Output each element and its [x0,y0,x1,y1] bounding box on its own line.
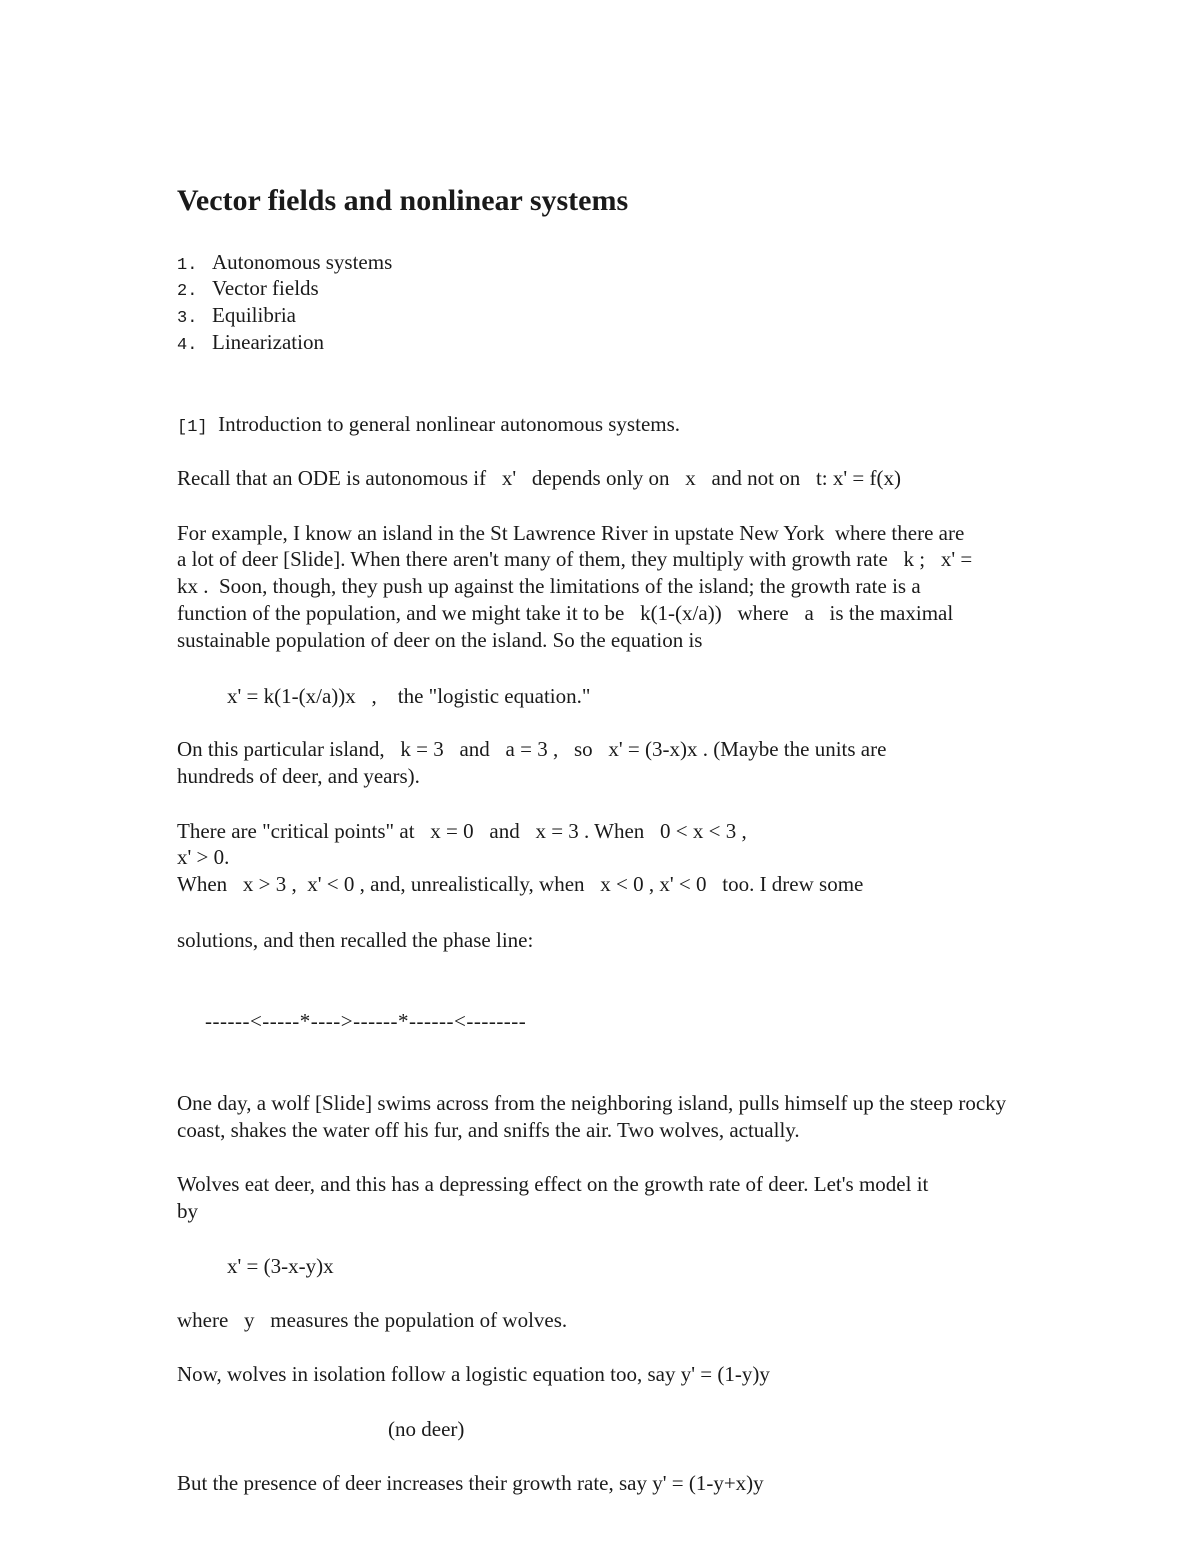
toc-number: 1. [177,256,198,275]
toc-number: 4. [177,336,198,355]
paragraph-line: One day, a wolf [Slide] swims across from the neighboring island, pulls himself up the steep rocky [177,1091,1007,1115]
toc-number: 3. [177,309,198,328]
section-heading-text: Introduction to general nonlinear autonomous systems. [218,412,681,436]
toc-label: Autonomous systems [212,250,393,274]
equation: x' = k(1-(x/a))x , the "logistic equation." [227,684,591,708]
paragraph-line: There are "critical points" at x = 0 and x = 3 . When 0 < x < 3 , [177,819,747,843]
paragraph-line: Now, wolves in isolation follow a logistic equation too, say y' = (1-y)y [177,1362,770,1386]
paragraph-line: Recall that an ODE is autonomous if x' depends only on x and not on t: x' = f(x) [177,466,901,490]
paragraph-line: function of the population, and we might take it to be k(1-(x/a)) where a is the maximal [177,601,954,625]
page-title: Vector fields and nonlinear systems [177,184,629,217]
paragraph-line: coast, shakes the water off his fur, and sniffs the air. Two wolves, actually. [177,1118,800,1142]
paragraph-line: a lot of deer [Slide]. When there aren't many of them, they multiply with growth rate k ; x' = [177,547,973,571]
toc-number: 2. [177,282,198,301]
toc-label: Vector fields [212,276,319,300]
paragraph-line: Wolves eat deer, and this has a depressing effect on the growth rate of deer. Let's model it [177,1172,929,1196]
section-heading [177,411,680,441]
toc-label: Equilibria [212,303,296,327]
toc-item [177,329,324,359]
paragraph-line: When x > 3 , x' < 0 , and, unrealistically, when x < 0 , x' < 0 too. I drew some [177,872,864,896]
toc-label: Linearization [212,330,324,354]
annotation-no-deer: (no deer) [388,1417,465,1441]
paragraph-line: For example, I know an island in the St Lawrence River in upstate New York where there are [177,521,965,545]
paragraph-line: where y measures the population of wolves. [177,1308,568,1332]
paragraph-line: x' > 0. [177,845,230,869]
toc-item [177,275,319,305]
paragraph-line: sustainable population of deer on the island. So the equation is [177,628,703,652]
section-tag: [1] [177,418,208,437]
paragraph-line: On this particular island, k = 3 and a = 3 , so x' = (3-x)x . (Maybe the units are [177,737,887,761]
paragraph-line: solutions, and then recalled the phase line: [177,928,534,952]
paragraph-line: by [177,1199,198,1223]
paragraph-line: kx . Soon, though, they push up against the limitations of the island; the growth rate is a [177,574,921,598]
toc-item [177,302,296,332]
paragraph-line: hundreds of deer, and years). [177,764,420,788]
paragraph-line: But the presence of deer increases their growth rate, say y' = (1-y+x)y [177,1471,764,1495]
equation: x' = (3-x-y)x [227,1254,334,1278]
phase-line: ------<-----*---->------*------<-------- [205,1009,527,1033]
